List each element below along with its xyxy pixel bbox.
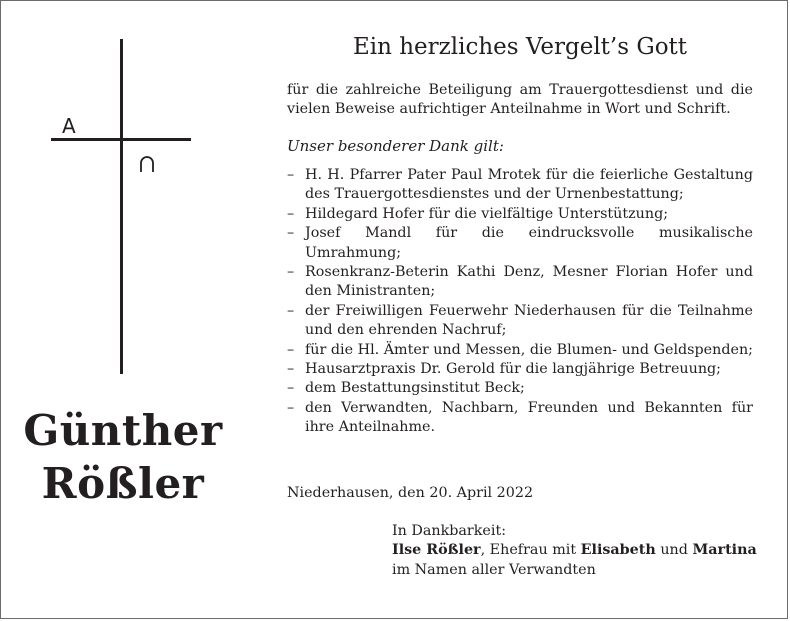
- list-dash: –: [287, 361, 295, 378]
- list-item: [287, 341, 753, 360]
- list-item: [287, 166, 753, 205]
- list-item-text: Hausarztpraxis Dr. Gerold für die langjährige Betreuung;: [305, 361, 721, 378]
- list-item-text: Hildegard Hofer für die vielfältige Unterstützung;: [305, 205, 669, 222]
- signoff-name-ilse: Ilse Rößler: [392, 542, 481, 559]
- list-item-text: dem Bestattungsinstitut Beck;: [305, 380, 525, 397]
- list-dash: –: [287, 205, 295, 222]
- cross-vertical-bar: [120, 39, 123, 374]
- list-item: [287, 302, 753, 341]
- notice-heading: Ein herzliches Vergelt’s Gott: [352, 34, 688, 60]
- thanks-title: Unser besonderer Dank gilt:: [287, 137, 504, 155]
- list-item-text: H. H. Pfarrer Pater Paul Mrotek für die feierliche Gestaltung des Trauergottesdienstes und der Urnenbestattung;: [305, 167, 753, 203]
- place-and-date: Niederhausen, den 20. April 2022: [287, 485, 534, 501]
- deceased-first-name: Günther: [23, 406, 223, 455]
- list-dash: –: [287, 302, 295, 319]
- signoff-connector: , Ehefrau mit: [480, 542, 581, 559]
- list-dash: –: [287, 264, 295, 281]
- list-item: [287, 399, 753, 438]
- list-dash: –: [287, 341, 295, 358]
- list-item: [287, 379, 753, 398]
- intro-text: für die zahlreiche Beteiligung am Trauergottesdienst und die vielen Beweise aufrichtiger Anteilnahme in Wort und Schrift.: [287, 82, 753, 118]
- list-item-text: Rosenkranz-Beterin Kathi Denz, Mesner Florian Hofer und den Ministranten;: [305, 264, 753, 300]
- list-dash: –: [287, 225, 295, 242]
- list-item-text: Josef Mandl für die eindrucksvolle musikalische Umrahmung;: [305, 225, 753, 261]
- cross-horizontal-bar: [51, 138, 191, 141]
- list-item: [287, 205, 753, 224]
- omega-letter: [138, 154, 156, 177]
- signoff-name-martina: Martina: [692, 542, 757, 559]
- signoff-intro: In Dankbarkeit:: [392, 523, 507, 539]
- deceased-last-name: Rößler: [41, 459, 205, 508]
- list-item: [287, 263, 753, 302]
- omega-icon: [138, 154, 156, 174]
- list-dash: –: [287, 399, 295, 416]
- list-item: [287, 224, 753, 263]
- signoff-line2: im Namen aller Verwandten: [392, 561, 596, 578]
- thanks-list: [287, 166, 753, 438]
- signoff: [392, 522, 762, 580]
- list-item-text: der Freiwilligen Feuerwehr Niederhausen für die Teilnahme und den ehrenden Nachruf;: [305, 302, 753, 339]
- list-dash: –: [287, 167, 295, 183]
- signoff-names: [392, 541, 762, 560]
- list-item-text: den Verwandten, Nachbarn, Freunden und Bekannten für ihre Anteilnahme.: [305, 399, 753, 436]
- alpha-letter: A: [62, 114, 76, 138]
- list-dash: –: [287, 380, 295, 397]
- signoff-name-elisabeth: Elisabeth: [580, 542, 656, 559]
- list-item: [287, 360, 753, 379]
- signoff-connector: und: [655, 542, 693, 559]
- list-item-text: für die Hl. Ämter und Messen, die Blumen- und Geldspenden;: [305, 341, 753, 358]
